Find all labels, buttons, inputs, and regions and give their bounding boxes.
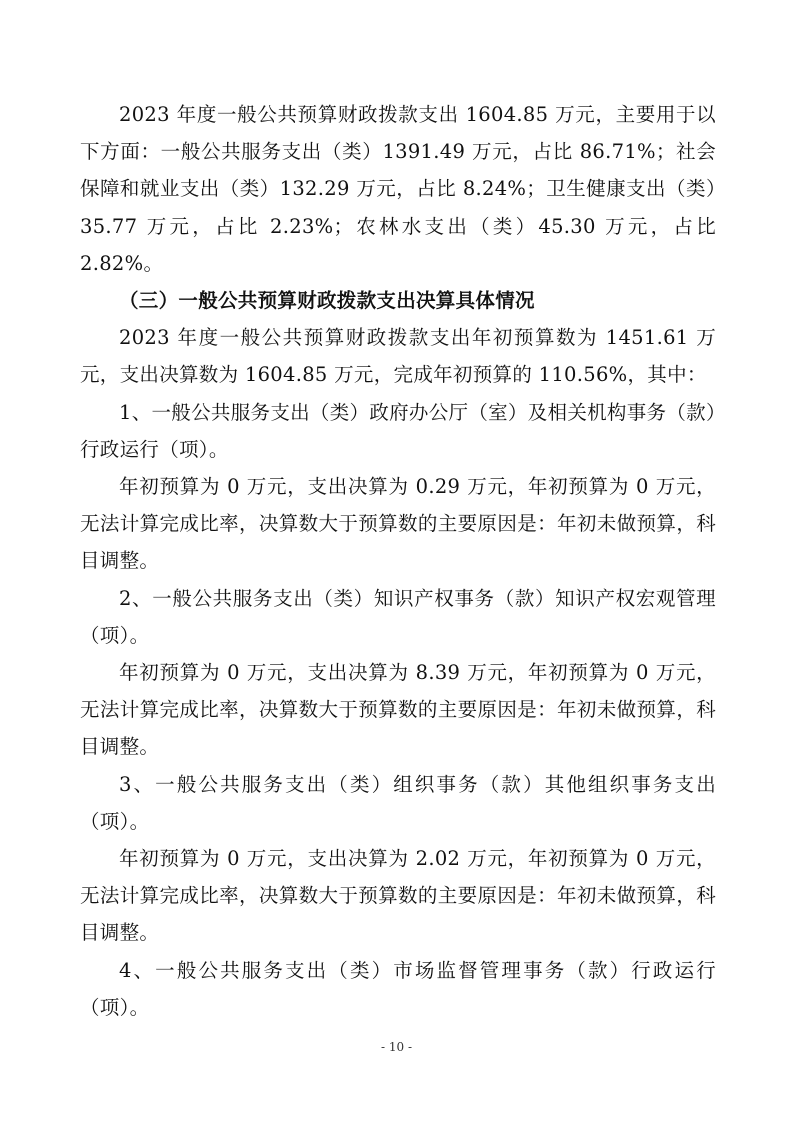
item-2-detail: 年初预算为 0 万元，支出决算为 8.39 万元，年初预算为 0 万元，无法计算完成比率，决算数大于预算数的主要原因是：年初未做预算，科目调整。 (80, 661, 716, 759)
section-heading: （三）一般公共预算财政拨款支出决算具体情况 (119, 289, 535, 313)
item-4-title: 4、一般公共服务支出（类）市场监督管理事务（款）行政运行（项）。 (80, 958, 716, 1019)
item-3-detail: 年初预算为 0 万元，支出决算为 2.02 万元，年初预算为 0 万元，无法计算完成比率，决算数大于预算数的主要原因是：年初未做预算，科目调整。 (80, 847, 716, 945)
item-1-detail: 年初预算为 0 万元，支出决算为 0.29 万元，年初预算为 0 万元，无法计算完成比率，决算数大于预算数的主要原因是：年初未做预算，科目调整。 (80, 475, 716, 573)
item-3-title: 3、一般公共服务支出（类）组织事务（款）其他组织事务支出（项）。 (80, 772, 716, 833)
page-body (80, 96, 716, 1026)
page-number: - 10 - (380, 1040, 412, 1054)
paragraph-budget-overview: 2023 年度一般公共预算财政拨款支出年初预算数为 1451.61 万元，支出决算数为 1604.85 万元，完成年初预算的 110.56%，其中： (80, 326, 716, 387)
item-2-title: 2、一般公共服务支出（类）知识产权事务（款）知识产权宏观管理（项）。 (80, 586, 716, 647)
item-1-title: 1、一般公共服务支出（类）政府办公厅（室）及相关机构事务（款）行政运行（项）。 (80, 400, 716, 461)
paragraph-expenditure-summary: 2023 年度一般公共预算财政拨款支出 1604.85 万元，主要用于以下方面：一般公共服务支出（类）1391.49 万元，占比 86.71%；社会保障和就业支出（类）132.29 万元，占比 8.24%；卫生健康支出（类）35.77 万元，占比 2.23%；农林水支出（类）45.30 万元，占比 2.82%。 (80, 103, 716, 275)
